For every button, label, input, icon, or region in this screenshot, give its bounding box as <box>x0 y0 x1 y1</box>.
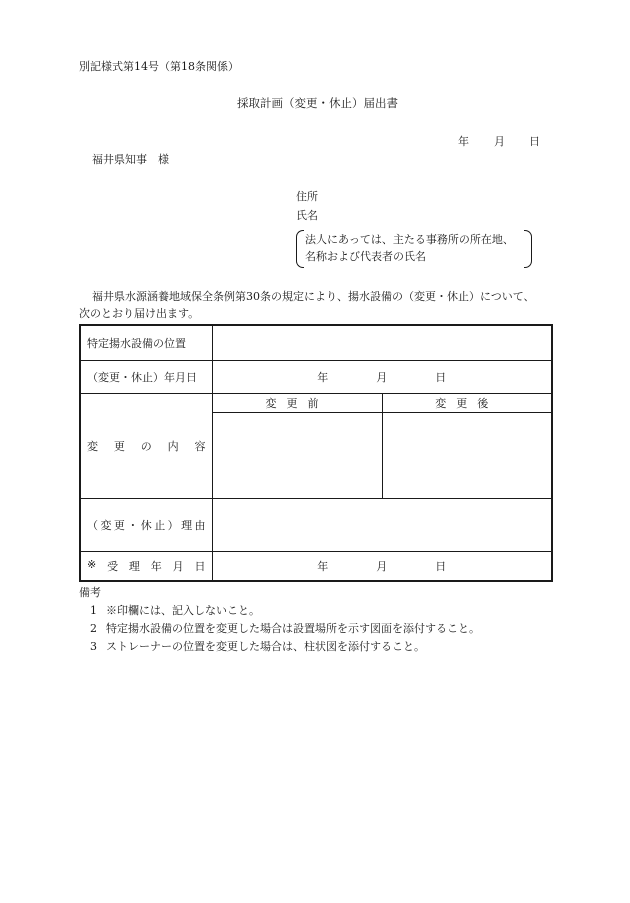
bracket-right <box>524 230 532 268</box>
receipt-date-year: 年 <box>317 559 329 573</box>
table-row <box>80 551 552 581</box>
corporation-note-line1: 法人にあっては、主たる事務所の所在地、 <box>305 233 514 246</box>
change-date-day: 日 <box>435 370 447 384</box>
addressee: 福井県知事 様 <box>92 153 169 166</box>
remark-2-text: 特定揚水設備の位置を変更した場合は設置場所を示す図面を添付すること。 <box>106 622 480 635</box>
date-day-label: 日 <box>529 135 540 148</box>
date-month-label: 月 <box>494 135 505 148</box>
change-date-field[interactable] <box>212 360 552 393</box>
remark-3-text: ストレーナーの位置を変更した場合は、柱状図を添付すること。 <box>106 640 425 653</box>
receipt-date-label: ※ 受 理 年 月 日 <box>80 551 212 581</box>
receipt-date-day: 日 <box>435 559 447 573</box>
date-year-label: 年 <box>458 135 469 148</box>
corporation-note-bracket <box>296 230 532 266</box>
change-date-label: （変更・休止）年月日 <box>80 360 212 393</box>
after-change-header: 変更後 <box>382 393 552 412</box>
before-change-header: 変更前 <box>212 393 382 412</box>
after-change-field[interactable] <box>382 412 552 498</box>
table-row <box>80 360 552 393</box>
reason-field[interactable] <box>212 498 552 551</box>
name-label: 氏名 <box>296 209 318 222</box>
corporation-note-line2: 名称および代表者の氏名 <box>305 250 426 263</box>
remark-1-number: 1 <box>90 604 97 617</box>
bracket-left <box>296 230 304 268</box>
document-title: 採取計画（変更・休止）届出書 <box>237 96 398 110</box>
remarks-heading: 備考 <box>79 586 101 599</box>
before-change-field[interactable] <box>212 412 382 498</box>
body-text-line1: 福井県水源涵養地域保全条例第30条の規定により、揚水設備の（変更・休止）について、 <box>92 290 535 303</box>
change-content-label: 変 更 の 内 容 <box>80 393 212 498</box>
notification-table <box>79 324 553 582</box>
receipt-date-month: 月 <box>376 559 388 573</box>
body-text-line2: 次のとおり届け出ます。 <box>79 307 200 320</box>
table-row <box>80 393 552 412</box>
remark-1-text: ※印欄には、記入しないこと。 <box>106 604 260 617</box>
receipt-date-field <box>212 551 552 581</box>
change-date-month: 月 <box>376 370 388 384</box>
remark-2-number: 2 <box>90 622 97 635</box>
remark-3-number: 3 <box>90 640 97 653</box>
form-number: 別記様式第14号（第18条関係） <box>79 60 239 73</box>
pump-location-label: 特定揚水設備の位置 <box>80 325 212 360</box>
change-date-year: 年 <box>317 370 329 384</box>
reason-label: （ 変 更 ・ 休 止 ） 理 由 <box>80 498 212 551</box>
table-row <box>80 325 552 360</box>
pump-location-field[interactable] <box>212 325 552 360</box>
address-label: 住所 <box>296 190 318 203</box>
table-row <box>80 498 552 551</box>
